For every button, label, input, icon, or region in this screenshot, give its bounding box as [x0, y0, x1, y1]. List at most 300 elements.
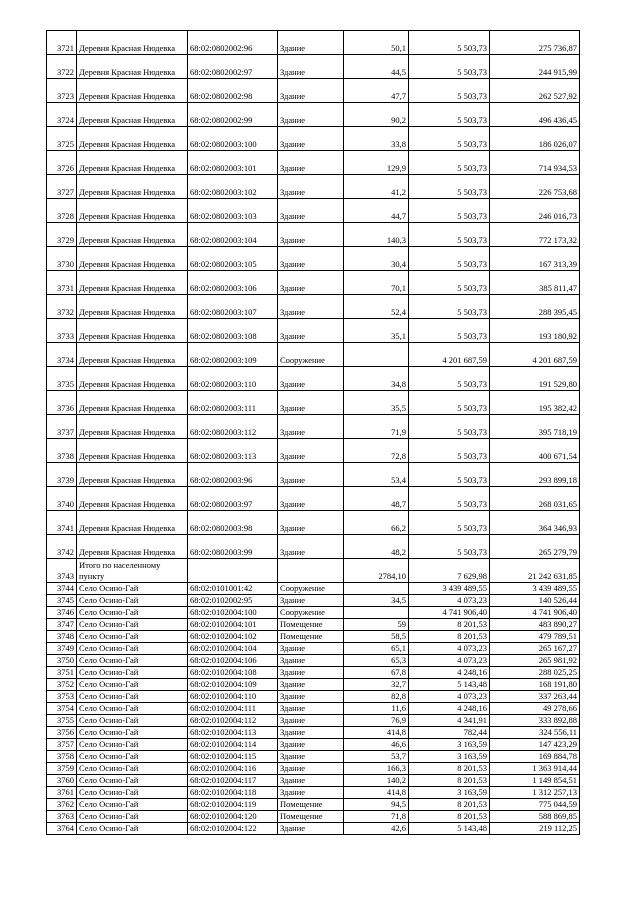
specific-value-cell: 5 503,73	[409, 247, 490, 271]
area-cell: 414,8	[344, 787, 409, 799]
cadastral-value-cell: 4 741 906,40	[490, 607, 580, 619]
row-number-cell: 3756	[47, 727, 77, 739]
object-type-cell: Здание	[278, 715, 344, 727]
locality-name-cell: Деревня Красная Нюдевка	[77, 223, 188, 247]
area-cell: 41,2	[344, 175, 409, 199]
table-row	[47, 811, 580, 823]
row-number-cell: 3759	[47, 763, 77, 775]
table-row	[47, 343, 580, 367]
cadastral-value-cell: 772 173,32	[490, 223, 580, 247]
row-number-cell: 3750	[47, 655, 77, 667]
object-type-cell: Здание	[278, 727, 344, 739]
cadastral-number-cell: 68:02:0102004:114	[188, 739, 278, 751]
cadastral-number-cell: 68:02:0102004:116	[188, 763, 278, 775]
row-number-cell: 3724	[47, 103, 77, 127]
object-type-cell: Помещение	[278, 631, 344, 643]
cadastral-number-cell: 68:02:0802003:110	[188, 367, 278, 391]
area-cell: 94,5	[344, 799, 409, 811]
specific-value-cell: 8 201,53	[409, 631, 490, 643]
area-cell: 50,1	[344, 31, 409, 55]
specific-value-cell: 4 248,16	[409, 667, 490, 679]
locality-name-cell: Село Осино-Гай	[77, 763, 188, 775]
object-type-cell: Здание	[278, 295, 344, 319]
cadastral-number-cell: 68:02:0802003:106	[188, 271, 278, 295]
table-row	[47, 619, 580, 631]
area-cell: 71,8	[344, 811, 409, 823]
cadastral-value-cell: 324 556,11	[490, 727, 580, 739]
area-cell: 42,6	[344, 823, 409, 835]
specific-value-cell: 4 741 906,40	[409, 607, 490, 619]
cadastral-number-cell: 68:02:0802003:105	[188, 247, 278, 271]
locality-name-cell: Село Осино-Гай	[77, 691, 188, 703]
specific-value-cell: 5 503,73	[409, 391, 490, 415]
table-row	[47, 391, 580, 415]
row-number-cell: 3762	[47, 799, 77, 811]
cadastral-value-cell: 219 112,25	[490, 823, 580, 835]
table-row	[47, 787, 580, 799]
row-number-cell: 3760	[47, 775, 77, 787]
specific-value-cell: 5 503,73	[409, 415, 490, 439]
cadastral-number-cell: 68:02:0802003:102	[188, 175, 278, 199]
locality-name-cell: Деревня Красная Нюдевка	[77, 199, 188, 223]
specific-value-cell: 5 503,73	[409, 463, 490, 487]
row-number-cell: 3748	[47, 631, 77, 643]
row-number-cell: 3735	[47, 367, 77, 391]
specific-value-cell: 5 503,73	[409, 271, 490, 295]
cadastral-value-cell: 588 869,85	[490, 811, 580, 823]
table-row	[47, 463, 580, 487]
cadastral-value-cell: 364 346,93	[490, 511, 580, 535]
row-number-cell: 3764	[47, 823, 77, 835]
locality-name-cell: Деревня Красная Нюдевка	[77, 127, 188, 151]
specific-value-cell: 8 201,53	[409, 799, 490, 811]
table-row	[47, 643, 580, 655]
object-type-cell: Сооружение	[278, 343, 344, 367]
area-cell	[344, 583, 409, 595]
object-type-cell: Сооружение	[278, 583, 344, 595]
specific-value-cell: 3 163,59	[409, 787, 490, 799]
locality-name-cell: Деревня Красная Нюдевка	[77, 511, 188, 535]
specific-value-cell: 5 503,73	[409, 487, 490, 511]
cadastral-number-cell: 68:02:0102004:111	[188, 703, 278, 715]
table-row	[47, 175, 580, 199]
cadastral-number-cell: 68:02:0102004:104	[188, 643, 278, 655]
cadastral-value-cell: 268 031,65	[490, 487, 580, 511]
object-type-cell: Здание	[278, 643, 344, 655]
table-row	[47, 295, 580, 319]
area-cell: 65,1	[344, 643, 409, 655]
cadastral-value-cell: 479 789,51	[490, 631, 580, 643]
table-row	[47, 55, 580, 79]
cadastral-number-cell: 68:02:0102004:110	[188, 691, 278, 703]
cadastral-value-cell: 265 279,79	[490, 535, 580, 559]
specific-value-cell: 5 503,73	[409, 103, 490, 127]
object-type-cell: Здание	[278, 319, 344, 343]
area-cell: 71,9	[344, 415, 409, 439]
row-number-cell: 3753	[47, 691, 77, 703]
object-type-cell: Здание	[278, 55, 344, 79]
row-number-cell: 3726	[47, 151, 77, 175]
row-number-cell: 3742	[47, 535, 77, 559]
cadastral-number-cell: 68:02:0802003:101	[188, 151, 278, 175]
specific-value-cell: 5 503,73	[409, 127, 490, 151]
specific-value-cell: 5 503,73	[409, 295, 490, 319]
area-cell: 35,5	[344, 391, 409, 415]
specific-value-cell: 3 163,59	[409, 751, 490, 763]
locality-name-cell: Деревня Красная Нюдевка	[77, 391, 188, 415]
locality-name-cell: Деревня Красная Нюдевка	[77, 535, 188, 559]
area-cell: 32,7	[344, 679, 409, 691]
area-cell: 129,9	[344, 151, 409, 175]
area-cell: 2784,10	[344, 559, 409, 583]
table-body	[47, 31, 580, 835]
object-type-cell: Здание	[278, 223, 344, 247]
specific-value-cell: 4 073,23	[409, 655, 490, 667]
table-row	[47, 583, 580, 595]
table-row	[47, 727, 580, 739]
table-row	[47, 79, 580, 103]
cadastral-value-cell: 195 382,42	[490, 391, 580, 415]
table-row	[47, 739, 580, 751]
table-row	[47, 631, 580, 643]
table-row	[47, 103, 580, 127]
object-type-cell: Здание	[278, 79, 344, 103]
object-type-cell: Здание	[278, 511, 344, 535]
cadastral-number-cell: 68:02:0802002:96	[188, 31, 278, 55]
row-number-cell: 3736	[47, 391, 77, 415]
object-type-cell: Здание	[278, 691, 344, 703]
cadastral-value-cell: 167 313,39	[490, 247, 580, 271]
locality-name-cell: Деревня Красная Нюдевка	[77, 319, 188, 343]
cadastral-value-cell: 265 167,27	[490, 643, 580, 655]
table-row	[47, 799, 580, 811]
specific-value-cell: 4 248,16	[409, 703, 490, 715]
cadastral-number-cell: 68:02:0802002:98	[188, 79, 278, 103]
area-cell	[344, 343, 409, 367]
row-number-cell: 3729	[47, 223, 77, 247]
area-cell: 46,6	[344, 739, 409, 751]
area-cell	[344, 607, 409, 619]
locality-name-cell: Село Осино-Гай	[77, 751, 188, 763]
area-cell: 59	[344, 619, 409, 631]
object-type-cell: Здание	[278, 127, 344, 151]
object-type-cell: Здание	[278, 247, 344, 271]
cadastral-number-cell: 68:02:0102002:95	[188, 595, 278, 607]
cadastral-value-cell: 293 899,18	[490, 463, 580, 487]
cadastral-number-cell: 68:02:0802003:113	[188, 439, 278, 463]
object-type-cell: Здание	[278, 751, 344, 763]
cadastral-number-cell: 68:02:0102004:120	[188, 811, 278, 823]
area-cell: 53,4	[344, 463, 409, 487]
locality-name-cell: Село Осино-Гай	[77, 799, 188, 811]
locality-name-cell: Деревня Красная Нюдевка	[77, 439, 188, 463]
row-number-cell: 3754	[47, 703, 77, 715]
object-type-cell: Помещение	[278, 811, 344, 823]
specific-value-cell: 8 201,53	[409, 775, 490, 787]
area-cell: 48,7	[344, 487, 409, 511]
table-row	[47, 199, 580, 223]
cadastral-number-cell: 68:02:0802003:103	[188, 199, 278, 223]
cadastral-value-cell: 496 436,45	[490, 103, 580, 127]
object-type-cell: Здание	[278, 679, 344, 691]
locality-name-cell: Село Осино-Гай	[77, 727, 188, 739]
table-row	[47, 607, 580, 619]
locality-name-cell: Деревня Красная Нюдевка	[77, 367, 188, 391]
table-row	[47, 535, 580, 559]
table-row	[47, 775, 580, 787]
table-row	[47, 679, 580, 691]
locality-name-cell: Село Осино-Гай	[77, 739, 188, 751]
specific-value-cell: 5 503,73	[409, 535, 490, 559]
area-cell: 67,8	[344, 667, 409, 679]
locality-name-cell: Село Осино-Гай	[77, 667, 188, 679]
area-cell: 52,4	[344, 295, 409, 319]
table-row	[47, 691, 580, 703]
table-row	[47, 715, 580, 727]
area-cell: 72,8	[344, 439, 409, 463]
table-row	[47, 823, 580, 835]
object-type-cell: Здание	[278, 655, 344, 667]
cadastral-number-cell: 68:02:0102004:101	[188, 619, 278, 631]
locality-name-cell: Деревня Красная Нюдевка	[77, 151, 188, 175]
table-row	[47, 559, 580, 583]
area-cell: 76,9	[344, 715, 409, 727]
locality-name-cell: Село Осино-Гай	[77, 583, 188, 595]
cadastral-value-cell: 49 278,66	[490, 703, 580, 715]
specific-value-cell: 8 201,53	[409, 619, 490, 631]
row-number-cell: 3744	[47, 583, 77, 595]
area-cell: 30,4	[344, 247, 409, 271]
locality-name-cell: Деревня Красная Нюдевка	[77, 487, 188, 511]
cadastral-value-cell: 186 026,07	[490, 127, 580, 151]
row-number-cell: 3758	[47, 751, 77, 763]
locality-name-cell: Село Осино-Гай	[77, 679, 188, 691]
row-number-cell: 3757	[47, 739, 77, 751]
object-type-cell	[278, 559, 344, 583]
cadastral-value-cell: 714 934,53	[490, 151, 580, 175]
table-row	[47, 655, 580, 667]
cadastral-number-cell: 68:02:0102004:122	[188, 823, 278, 835]
area-cell: 44,5	[344, 55, 409, 79]
cadastral-value-cell: 169 884,78	[490, 751, 580, 763]
row-number-cell: 3746	[47, 607, 77, 619]
cadastral-number-cell: 68:02:0802003:100	[188, 127, 278, 151]
cadastral-value-cell: 1 363 914,44	[490, 763, 580, 775]
locality-name-cell: Село Осино-Гай	[77, 631, 188, 643]
row-number-cell: 3749	[47, 643, 77, 655]
row-number-cell: 3723	[47, 79, 77, 103]
cadastral-number-cell: 68:02:0102004:117	[188, 775, 278, 787]
row-number-cell: 3763	[47, 811, 77, 823]
table-row	[47, 415, 580, 439]
cadastral-value-cell: 3 439 489,55	[490, 583, 580, 595]
locality-name-cell: Деревня Красная Нюдевка	[77, 55, 188, 79]
cadastral-value-cell: 193 180,92	[490, 319, 580, 343]
cadastral-value-cell: 288 025,25	[490, 667, 580, 679]
row-number-cell: 3741	[47, 511, 77, 535]
row-number-cell: 3740	[47, 487, 77, 511]
cadastral-value-cell: 333 892,88	[490, 715, 580, 727]
specific-value-cell: 5 503,73	[409, 55, 490, 79]
cadastral-value-cell: 140 526,44	[490, 595, 580, 607]
row-number-cell: 3728	[47, 199, 77, 223]
locality-name-cell: Деревня Красная Нюдевка	[77, 79, 188, 103]
cadastral-value-cell: 483 890,27	[490, 619, 580, 631]
row-number-cell: 3761	[47, 787, 77, 799]
cadastral-value-cell: 226 753,68	[490, 175, 580, 199]
area-cell: 48,2	[344, 535, 409, 559]
specific-value-cell: 7 629,98	[409, 559, 490, 583]
locality-name-cell: Деревня Красная Нюдевка	[77, 175, 188, 199]
area-cell: 70,1	[344, 271, 409, 295]
cadastral-value-cell: 21 242 631,85	[490, 559, 580, 583]
area-cell: 414,8	[344, 727, 409, 739]
specific-value-cell: 5 503,73	[409, 439, 490, 463]
area-cell: 33,8	[344, 127, 409, 151]
cadastral-number-cell: 68:02:0102004:100	[188, 607, 278, 619]
table-row	[47, 763, 580, 775]
object-type-cell: Здание	[278, 823, 344, 835]
object-type-cell: Здание	[278, 415, 344, 439]
object-type-cell: Помещение	[278, 799, 344, 811]
locality-name-cell: Деревня Красная Нюдевка	[77, 463, 188, 487]
specific-value-cell: 5 503,73	[409, 223, 490, 247]
area-cell: 11,6	[344, 703, 409, 715]
cadastral-value-table	[46, 30, 580, 835]
locality-name-cell: Деревня Красная Нюдевка	[77, 343, 188, 367]
object-type-cell: Здание	[278, 367, 344, 391]
table-row	[47, 223, 580, 247]
cadastral-number-cell: 68:02:0802003:109	[188, 343, 278, 367]
object-type-cell: Здание	[278, 199, 344, 223]
area-cell: 166,3	[344, 763, 409, 775]
cadastral-number-cell: 68:02:0102004:119	[188, 799, 278, 811]
table-row	[47, 667, 580, 679]
cadastral-number-cell: 68:02:0802003:108	[188, 319, 278, 343]
row-number-cell: 3734	[47, 343, 77, 367]
area-cell: 90,2	[344, 103, 409, 127]
cadastral-number-cell: 68:02:0802003:104	[188, 223, 278, 247]
cadastral-value-cell: 191 529,80	[490, 367, 580, 391]
row-number-cell: 3743	[47, 559, 77, 583]
object-type-cell: Здание	[278, 703, 344, 715]
specific-value-cell: 4 073,23	[409, 595, 490, 607]
cadastral-number-cell: 68:02:0102004:106	[188, 655, 278, 667]
locality-name-cell: Село Осино-Гай	[77, 619, 188, 631]
locality-name-cell: Деревня Красная Нюдевка	[77, 415, 188, 439]
row-number-cell: 3752	[47, 679, 77, 691]
cadastral-number-cell: 68:02:0102004:102	[188, 631, 278, 643]
specific-value-cell: 5 503,73	[409, 199, 490, 223]
specific-value-cell: 4 073,23	[409, 643, 490, 655]
cadastral-number-cell: 68:02:0802003:96	[188, 463, 278, 487]
table-row	[47, 319, 580, 343]
area-cell: 47,7	[344, 79, 409, 103]
cadastral-value-cell: 400 671,54	[490, 439, 580, 463]
area-cell: 65,3	[344, 655, 409, 667]
locality-name-cell: Село Осино-Гай	[77, 607, 188, 619]
cadastral-value-cell: 395 718,19	[490, 415, 580, 439]
cadastral-number-cell	[188, 559, 278, 583]
area-cell: 34,8	[344, 367, 409, 391]
specific-value-cell: 3 439 489,55	[409, 583, 490, 595]
row-number-cell: 3747	[47, 619, 77, 631]
object-type-cell: Здание	[278, 271, 344, 295]
cadastral-value-cell: 246 016,73	[490, 199, 580, 223]
area-cell: 53,7	[344, 751, 409, 763]
cadastral-number-cell: 68:02:0101001:42	[188, 583, 278, 595]
cadastral-value-cell: 1 149 854,51	[490, 775, 580, 787]
object-type-cell: Здание	[278, 439, 344, 463]
locality-name-cell: Село Осино-Гай	[77, 787, 188, 799]
table-row	[47, 247, 580, 271]
specific-value-cell: 5 503,73	[409, 151, 490, 175]
object-type-cell: Здание	[278, 31, 344, 55]
row-number-cell: 3738	[47, 439, 77, 463]
area-cell: 44,7	[344, 199, 409, 223]
object-type-cell: Здание	[278, 787, 344, 799]
specific-value-cell: 3 163,59	[409, 739, 490, 751]
specific-value-cell: 5 143,48	[409, 679, 490, 691]
object-type-cell: Здание	[278, 103, 344, 127]
locality-name-cell: Деревня Красная Нюдевка	[77, 247, 188, 271]
object-type-cell: Помещение	[278, 619, 344, 631]
table-row	[47, 439, 580, 463]
cadastral-number-cell: 68:02:0102004:113	[188, 727, 278, 739]
table-row	[47, 127, 580, 151]
area-cell: 66,2	[344, 511, 409, 535]
area-cell: 140,2	[344, 775, 409, 787]
table-row	[47, 367, 580, 391]
locality-name-cell: Деревня Красная Нюдевка	[77, 103, 188, 127]
row-number-cell: 3722	[47, 55, 77, 79]
specific-value-cell: 5 503,73	[409, 79, 490, 103]
cadastral-number-cell: 68:02:0102004:115	[188, 751, 278, 763]
object-type-cell: Здание	[278, 487, 344, 511]
locality-name-cell: Село Осино-Гай	[77, 823, 188, 835]
cadastral-value-cell: 385 811,47	[490, 271, 580, 295]
specific-value-cell: 5 503,73	[409, 319, 490, 343]
cadastral-value-cell: 147 423,29	[490, 739, 580, 751]
locality-name-cell: Деревня Красная Нюдевка	[77, 271, 188, 295]
locality-name-cell: Село Осино-Гай	[77, 703, 188, 715]
object-type-cell: Здание	[278, 739, 344, 751]
object-type-cell: Здание	[278, 535, 344, 559]
object-type-cell: Сооружение	[278, 607, 344, 619]
object-type-cell: Здание	[278, 175, 344, 199]
cadastral-number-cell: 68:02:0102004:108	[188, 667, 278, 679]
table-row	[47, 751, 580, 763]
specific-value-cell: 4 073,23	[409, 691, 490, 703]
table-row	[47, 595, 580, 607]
locality-name-cell: Село Осино-Гай	[77, 655, 188, 667]
object-type-cell: Здание	[278, 667, 344, 679]
cadastral-number-cell: 68:02:0802003:98	[188, 511, 278, 535]
specific-value-cell: 782,44	[409, 727, 490, 739]
row-number-cell: 3737	[47, 415, 77, 439]
object-type-cell: Здание	[278, 763, 344, 775]
cadastral-value-cell: 275 736,87	[490, 31, 580, 55]
area-cell: 140,3	[344, 223, 409, 247]
row-number-cell: 3727	[47, 175, 77, 199]
locality-name-cell: Село Осино-Гай	[77, 643, 188, 655]
locality-name-cell: Село Осино-Гай	[77, 811, 188, 823]
table-row	[47, 271, 580, 295]
object-type-cell: Здание	[278, 151, 344, 175]
specific-value-cell: 5 503,73	[409, 31, 490, 55]
specific-value-cell: 5 503,73	[409, 511, 490, 535]
table-row	[47, 511, 580, 535]
